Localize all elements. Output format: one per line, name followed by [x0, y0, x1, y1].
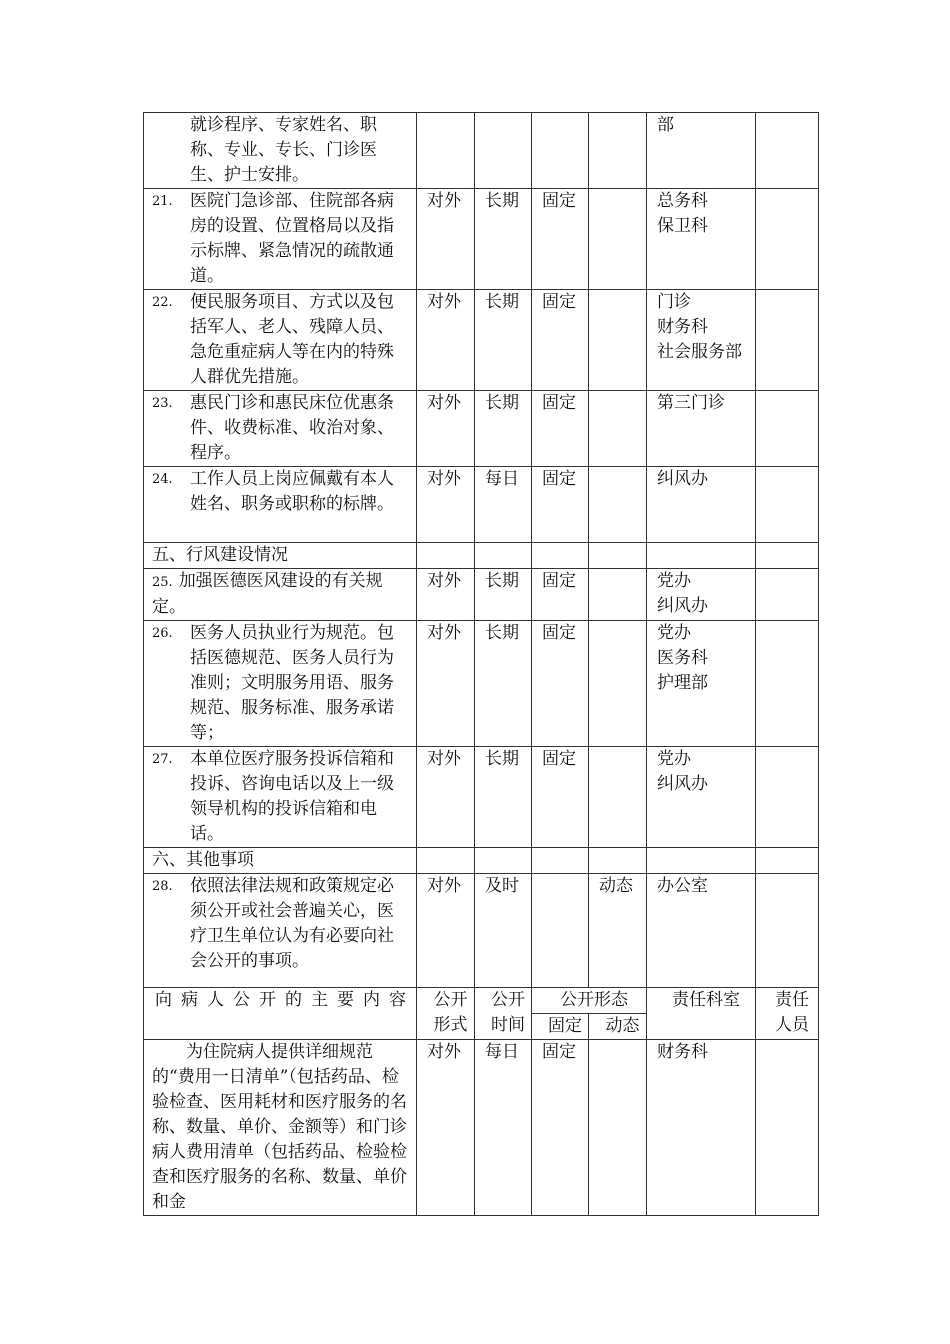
fixed-cell: 固定	[532, 747, 589, 848]
item-cell	[144, 621, 417, 747]
item-text: 本单位医疗服务投诉信箱和投诉、咨询电话以及上一级领导机构的投诉信箱和电话。	[190, 749, 394, 844]
fixed-cell: 固定	[532, 621, 589, 747]
item-text: 为住院病人提供详细规范的“费用一日清单”（包括药品、检验检查、医用耗材和医疗服务的名称、数量、单价、金额等）和门诊病人费用清单（包括药品、检验检查和医疗服务的名称、数量、单价和金	[152, 1042, 407, 1212]
person-cell	[756, 747, 819, 848]
table-row	[144, 621, 819, 747]
person-cell	[756, 189, 819, 290]
item-cell	[144, 747, 417, 848]
section-row	[144, 848, 819, 874]
dept-cell: 党办 医务科 护理部	[647, 621, 756, 747]
form-cell: 对外	[417, 747, 475, 848]
form-cell: 对外	[417, 290, 475, 391]
item-text: 惠民门诊和惠民床位优惠条件、收费标准、收治对象、程序。	[190, 393, 394, 463]
header-dept: 责任科室	[647, 988, 756, 1040]
item-text: 工作人员上岗应佩戴有本人姓名、职务或职称的标牌。	[190, 469, 394, 514]
form-cell: 对外	[417, 189, 475, 290]
form-cell: 对外	[417, 391, 475, 467]
table-row	[144, 1040, 819, 1216]
dynamic-cell	[589, 621, 647, 747]
dynamic-cell	[589, 747, 647, 848]
person-cell	[756, 467, 819, 543]
form-cell	[417, 113, 475, 189]
dynamic-cell	[589, 467, 647, 543]
item-text: 就诊程序、专家姓名、职称、专业、专长、门诊医生、护士安排。	[190, 115, 377, 185]
person-cell	[756, 1040, 819, 1216]
item-text: 便民服务项目、方式以及包括军人、老人、残障人员、急危重症病人等在内的特殊人群优先措施。	[190, 292, 394, 387]
dynamic-cell	[589, 113, 647, 189]
time-cell: 长期	[475, 189, 532, 290]
table-row	[144, 189, 819, 290]
table-row	[144, 391, 819, 467]
dept-cell: 部	[647, 113, 756, 189]
table-row	[144, 569, 819, 621]
dynamic-cell	[589, 189, 647, 290]
person-cell	[756, 391, 819, 467]
dept-cell: 总务科 保卫科	[647, 189, 756, 290]
person-cell	[756, 290, 819, 391]
section-title: 六、其他事项	[144, 848, 417, 874]
form-cell: 对外	[417, 1040, 475, 1216]
dynamic-cell: 动态	[589, 874, 647, 988]
item-text: 加强医德医风建设的有关规定。	[152, 571, 383, 617]
dept-cell: 办公室	[647, 874, 756, 988]
header-dynamic: 动态	[589, 1014, 647, 1040]
person-cell	[756, 874, 819, 988]
section-title: 五、行风建设情况	[144, 543, 417, 569]
item-number: 27.	[152, 752, 173, 767]
fixed-cell: 固定	[532, 467, 589, 543]
fixed-cell: 固定	[532, 290, 589, 391]
item-cell	[144, 391, 417, 467]
item-number: 22.	[152, 295, 173, 310]
item-cell	[144, 290, 417, 391]
dept-cell: 纠风办	[647, 467, 756, 543]
item-cell	[144, 569, 417, 621]
time-cell: 及时	[475, 874, 532, 988]
form-cell: 对外	[417, 467, 475, 543]
time-cell: 长期	[475, 569, 532, 621]
item-cell	[144, 189, 417, 290]
item-number: 21.	[152, 194, 173, 209]
dept-cell: 第三门诊	[647, 391, 756, 467]
item-text: 医务人员执业行为规范。包括医德规范、医务人员行为准则；文明服务用语、服务规范、服务标准、服务承诺等；	[190, 623, 394, 743]
time-cell: 长期	[475, 747, 532, 848]
fixed-cell: 固定	[532, 569, 589, 621]
time-cell: 每日	[475, 467, 532, 543]
table-row	[144, 747, 819, 848]
table-row	[144, 113, 819, 189]
person-cell	[756, 113, 819, 189]
item-text: 依照法律法规和政策规定必须公开或社会普遍关心，医疗卫生单位认为有必要向社会公开的事项。	[190, 876, 394, 971]
item-cell	[144, 467, 417, 543]
header-form: 公开 形式	[417, 988, 475, 1040]
item-text: 医院门急诊部、住院部各病房的设置、位置格局以及指示标牌、紧急情况的疏散通道。	[190, 191, 394, 286]
header-fixed: 固定	[532, 1014, 589, 1040]
form-cell: 对外	[417, 569, 475, 621]
item-number: 23.	[152, 396, 173, 411]
item-number: 28.	[152, 879, 173, 894]
dept-cell: 财务科	[647, 1040, 756, 1216]
fixed-cell: 固定	[532, 189, 589, 290]
dept-cell: 党办 纠风办	[647, 747, 756, 848]
form-cell: 对外	[417, 874, 475, 988]
fixed-cell: 固定	[532, 391, 589, 467]
dynamic-cell	[589, 290, 647, 391]
time-cell: 长期	[475, 391, 532, 467]
item-cell	[144, 874, 417, 988]
time-cell: 长期	[475, 290, 532, 391]
table-header-row	[144, 988, 819, 1014]
item-cell	[144, 113, 417, 189]
table-row	[144, 874, 819, 988]
dept-cell: 党办 纠风办	[647, 569, 756, 621]
time-cell: 长期	[475, 621, 532, 747]
fixed-cell: 固定	[532, 1040, 589, 1216]
disclosure-table	[143, 112, 819, 1216]
person-cell	[756, 621, 819, 747]
form-cell: 对外	[417, 621, 475, 747]
fixed-cell	[532, 874, 589, 988]
item-cell	[144, 1040, 417, 1216]
dynamic-cell	[589, 391, 647, 467]
dynamic-cell	[589, 1040, 647, 1216]
header-time: 公开 时间	[475, 988, 532, 1040]
time-cell: 每日	[475, 1040, 532, 1216]
item-number: 26.	[152, 626, 173, 641]
time-cell	[475, 113, 532, 189]
dynamic-cell	[589, 569, 647, 621]
header-person: 责任 人员	[756, 988, 819, 1040]
table-row	[144, 467, 819, 543]
header-status: 公开形态	[532, 988, 647, 1014]
dept-cell: 门诊 财务科 社会服务部	[647, 290, 756, 391]
person-cell	[756, 569, 819, 621]
header-content: 向病人公开的主要内容	[144, 988, 417, 1040]
fixed-cell	[532, 113, 589, 189]
item-number: 24.	[152, 472, 173, 487]
section-row	[144, 543, 819, 569]
table-row	[144, 290, 819, 391]
item-number: 25.	[152, 575, 173, 590]
